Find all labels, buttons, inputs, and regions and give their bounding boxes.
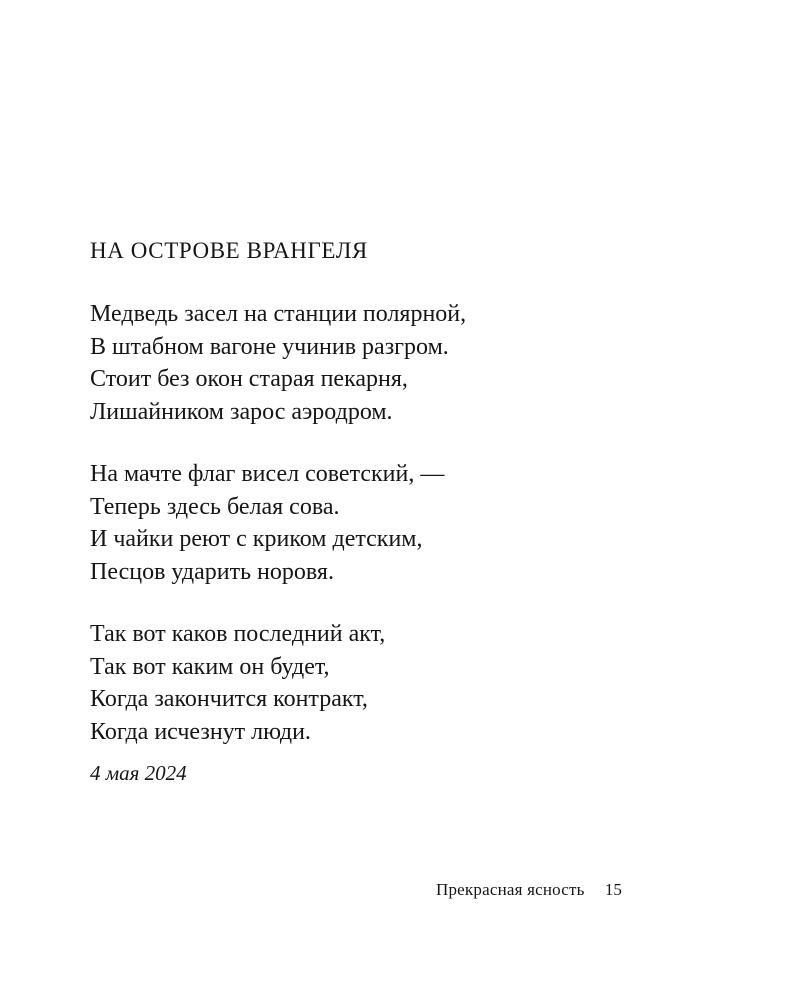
poem-line: Стоит без окон старая пекарня, bbox=[90, 366, 408, 392]
poem-line: Лишайником зарос аэродром. bbox=[90, 398, 393, 425]
poem-line: И чайки реют с криком детским, bbox=[90, 526, 423, 552]
book-title: Прекрасная ясность bbox=[436, 880, 585, 899]
poem-line: Так вот каков последний акт, bbox=[90, 621, 386, 647]
stanza-2 bbox=[90, 458, 710, 588]
poem-line: Медведь засел на станции полярной, bbox=[90, 301, 467, 327]
poem-line: На мачте флаг висел советский, — bbox=[90, 461, 445, 487]
poem-line: Теперь здесь белая сова. bbox=[90, 493, 340, 520]
poem-title: НА ОСТРОВЕ ВРАНГЕЛЯ bbox=[90, 238, 368, 263]
stanza-1 bbox=[90, 298, 710, 428]
poem-line: В штабном вагоне учинив разгром. bbox=[90, 333, 449, 360]
poem-line: Когда закончится контракт, bbox=[90, 686, 368, 712]
page-number: 15 bbox=[604, 880, 622, 899]
poem-line: Когда исчезнут люди. bbox=[90, 718, 311, 745]
poem-date: 4 мая 2024 bbox=[90, 761, 187, 785]
poem-line: Так вот каким он будет, bbox=[90, 653, 330, 680]
page-footer bbox=[436, 878, 622, 902]
page-content bbox=[90, 232, 710, 788]
poem-line: Песцов ударить норовя. bbox=[90, 558, 334, 585]
stanza-3 bbox=[90, 618, 710, 748]
